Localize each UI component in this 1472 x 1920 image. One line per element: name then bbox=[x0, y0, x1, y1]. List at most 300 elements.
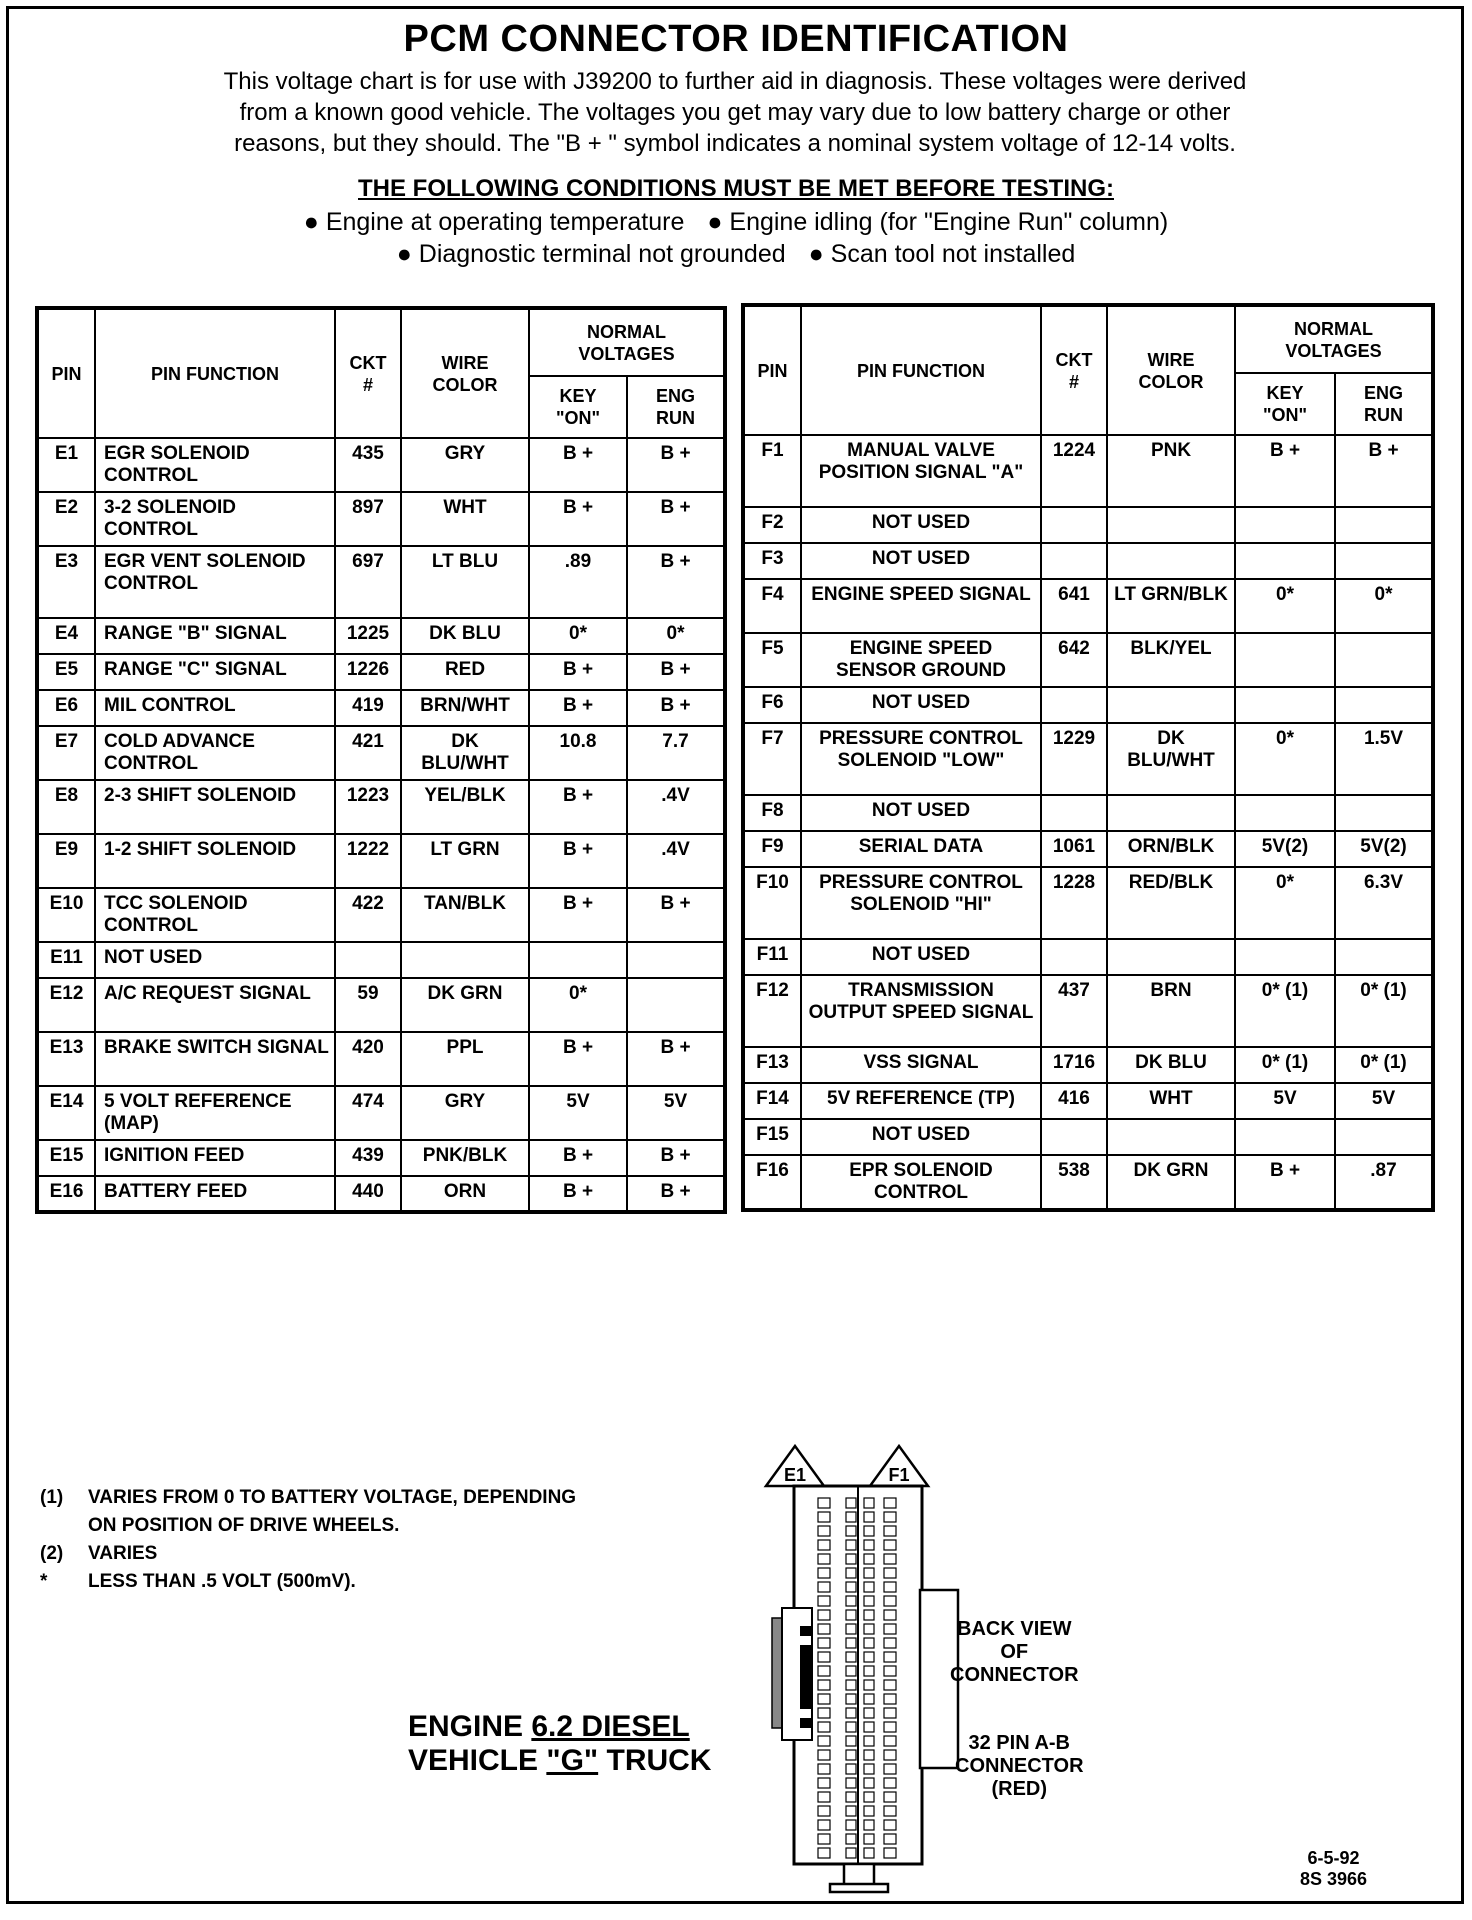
ckt-cell: 1223 bbox=[335, 780, 401, 834]
pin-cavity bbox=[846, 1526, 856, 1536]
key-on-voltage-cell: 5V bbox=[1235, 1083, 1335, 1119]
key-on-voltage-cell: 0* bbox=[1235, 723, 1335, 795]
eng-run-voltage-cell bbox=[1335, 687, 1433, 723]
pin-cell: F13 bbox=[743, 1047, 801, 1083]
pin-cavity bbox=[864, 1722, 874, 1732]
header-key-on: KEY "ON" bbox=[1235, 373, 1335, 435]
pin-cavity bbox=[818, 1666, 830, 1676]
pin-function-cell: NOT USED bbox=[801, 939, 1041, 975]
pin-cavity bbox=[864, 1750, 874, 1760]
ckt-cell: 419 bbox=[335, 690, 401, 726]
pin-cavity bbox=[818, 1848, 830, 1858]
eng-run-voltage-cell bbox=[1335, 795, 1433, 831]
table-row bbox=[37, 438, 725, 492]
wire-color-cell: RED bbox=[401, 654, 529, 690]
pin-cavity bbox=[864, 1680, 874, 1690]
key-on-voltage-cell: B + bbox=[529, 834, 627, 888]
eng-run-voltage-cell: B + bbox=[627, 654, 725, 690]
pin-cell: E13 bbox=[37, 1032, 95, 1086]
key-on-voltage-cell: .89 bbox=[529, 546, 627, 618]
pin-cell: E11 bbox=[37, 942, 95, 978]
eng-run-voltage-cell: B + bbox=[627, 438, 725, 492]
pin-cavity bbox=[864, 1582, 874, 1592]
table-row bbox=[37, 654, 725, 690]
pin-cavity bbox=[818, 1736, 830, 1746]
wire-color-cell: WHT bbox=[401, 492, 529, 546]
pin-cell: F14 bbox=[743, 1083, 801, 1119]
key-on-voltage-cell: B + bbox=[529, 1140, 627, 1176]
key-on-voltage-cell bbox=[529, 942, 627, 978]
pin-cavity bbox=[818, 1498, 830, 1508]
key-on-voltage-cell: B + bbox=[529, 492, 627, 546]
pin-function-cell: 2-3 SHIFT SOLENOID bbox=[95, 780, 335, 834]
key-on-voltage-cell: B + bbox=[529, 1032, 627, 1086]
wire-color-cell: PNK bbox=[1107, 435, 1235, 507]
eng-run-voltage-cell: B + bbox=[627, 690, 725, 726]
wire-color-cell bbox=[1107, 507, 1235, 543]
key-on-voltage-cell: B + bbox=[529, 690, 627, 726]
pin-cavity bbox=[884, 1736, 896, 1746]
pin-cell: F3 bbox=[743, 543, 801, 579]
pin-cavity bbox=[818, 1512, 830, 1522]
pin-cavity bbox=[846, 1596, 856, 1606]
pin-cavity bbox=[864, 1624, 874, 1634]
pin-cavity bbox=[864, 1708, 874, 1718]
wire-color-cell bbox=[1107, 543, 1235, 579]
pin-function-cell: ENGINE SPEED SIGNAL bbox=[801, 579, 1041, 633]
pin-cavity bbox=[864, 1792, 874, 1802]
wire-color-cell bbox=[1107, 687, 1235, 723]
wire-color-cell: GRY bbox=[401, 438, 529, 492]
eng-run-voltage-cell: 5V(2) bbox=[1335, 831, 1433, 867]
pin-cavity bbox=[818, 1624, 830, 1634]
table-row bbox=[743, 1047, 1433, 1083]
wire-color-cell: ORN bbox=[401, 1176, 529, 1212]
pin-cavity bbox=[846, 1610, 856, 1620]
wire-color-cell bbox=[1107, 939, 1235, 975]
ckt-cell: 435 bbox=[335, 438, 401, 492]
ckt-cell: 437 bbox=[1041, 975, 1107, 1047]
table-row bbox=[743, 435, 1433, 507]
pin-cavity bbox=[818, 1638, 830, 1648]
table-row bbox=[743, 795, 1433, 831]
pin-cavity bbox=[884, 1666, 896, 1676]
pin-cavity bbox=[884, 1652, 896, 1662]
pin-cell: E14 bbox=[37, 1086, 95, 1140]
pin-cavity bbox=[846, 1792, 856, 1802]
key-on-voltage-cell: B + bbox=[529, 438, 627, 492]
pin-cavity bbox=[864, 1568, 874, 1578]
pin-cell: F10 bbox=[743, 867, 801, 939]
table-row bbox=[743, 579, 1433, 633]
key-on-voltage-cell: 5V(2) bbox=[1235, 831, 1335, 867]
key-on-voltage-cell bbox=[1235, 633, 1335, 687]
pin-function-cell: EGR VENT SOLENOID CONTROL bbox=[95, 546, 335, 618]
wire-color-cell: LT GRN bbox=[401, 834, 529, 888]
wire-color-cell: BLK/YEL bbox=[1107, 633, 1235, 687]
wire-color-cell: GRY bbox=[401, 1086, 529, 1140]
header-key-on: KEY "ON" bbox=[529, 376, 627, 438]
pin-cavity bbox=[864, 1638, 874, 1648]
key-on-voltage-cell bbox=[1235, 687, 1335, 723]
pin-cavity bbox=[846, 1624, 856, 1634]
pin-cavity bbox=[846, 1820, 856, 1830]
page-title: PCM CONNECTOR IDENTIFICATION bbox=[403, 18, 1069, 60]
eng-run-voltage-cell bbox=[1335, 507, 1433, 543]
ckt-cell: 1225 bbox=[335, 618, 401, 654]
key-on-voltage-cell bbox=[1235, 939, 1335, 975]
pin-cavity bbox=[864, 1820, 874, 1830]
pin-cavity bbox=[884, 1778, 896, 1788]
pin-cavity bbox=[846, 1666, 856, 1676]
pin-cavity bbox=[884, 1512, 896, 1522]
pin-cavity bbox=[864, 1666, 874, 1676]
key-on-voltage-cell: 0* bbox=[529, 618, 627, 654]
pin-cell: E6 bbox=[37, 690, 95, 726]
ckt-cell: 697 bbox=[335, 546, 401, 618]
eng-run-voltage-cell: 1.5V bbox=[1335, 723, 1433, 795]
eng-run-voltage-cell bbox=[627, 978, 725, 1032]
pin-function-cell: IGNITION FEED bbox=[95, 1140, 335, 1176]
intro-line: This voltage chart is for use with J39200 to further aid in diagnosis. These voltages were derived bbox=[223, 68, 1247, 95]
pin-cell: E8 bbox=[37, 780, 95, 834]
pin-cavity bbox=[846, 1652, 856, 1662]
eng-run-voltage-cell: B + bbox=[627, 1032, 725, 1086]
intro-line: reasons, but they should. The "B + " symbol indicates a nominal system voltage of 12-14 volts. bbox=[234, 130, 1236, 157]
pin-function-cell: PRESSURE CONTROL SOLENOID "HI" bbox=[801, 867, 1041, 939]
pin-function-cell: RANGE "C" SIGNAL bbox=[95, 654, 335, 690]
pin-cavity bbox=[884, 1834, 896, 1844]
pin-cavity bbox=[884, 1680, 896, 1690]
header-normal-voltages: NORMAL VOLTAGES bbox=[1235, 305, 1433, 373]
pin-cavity bbox=[884, 1722, 896, 1732]
pin-cavity bbox=[846, 1834, 856, 1844]
key-on-voltage-cell: 0* bbox=[1235, 579, 1335, 633]
pin-function-cell: NOT USED bbox=[801, 507, 1041, 543]
pin-cell: E4 bbox=[37, 618, 95, 654]
ckt-cell: 421 bbox=[335, 726, 401, 780]
eng-run-voltage-cell bbox=[1335, 543, 1433, 579]
pin-cavity bbox=[864, 1834, 874, 1844]
condition-item: Engine idling (for "Engine Run" column) bbox=[729, 208, 1169, 236]
ckt-cell: 1222 bbox=[335, 834, 401, 888]
conditions-line-2: ● Diagnostic terminal not grounded ● Scan tool not installed bbox=[396, 240, 1076, 268]
connector-diagram bbox=[760, 1440, 960, 1900]
note-marker: (1) bbox=[40, 1487, 64, 1508]
date-code: 6-5-92 8S 3966 bbox=[1300, 1848, 1368, 1889]
pin-cavity bbox=[846, 1582, 856, 1592]
pin-function-cell: BATTERY FEED bbox=[95, 1176, 335, 1212]
wire-color-cell: BRN/WHT bbox=[401, 690, 529, 726]
pin-cell: F6 bbox=[743, 687, 801, 723]
pin-cavity bbox=[846, 1708, 856, 1718]
eng-run-voltage-cell: 0* bbox=[1335, 579, 1433, 633]
pin-cavity bbox=[884, 1792, 896, 1802]
pin-cell: E15 bbox=[37, 1140, 95, 1176]
pin-cavity bbox=[864, 1652, 874, 1662]
key-on-voltage-cell: 0* bbox=[529, 978, 627, 1032]
ckt-cell bbox=[1041, 939, 1107, 975]
pin-function-cell: EPR SOLENOID CONTROL bbox=[801, 1155, 1041, 1210]
pin-cell: E2 bbox=[37, 492, 95, 546]
pin-cavity bbox=[818, 1778, 830, 1788]
pin-cavity bbox=[846, 1568, 856, 1578]
pin-cavity bbox=[846, 1806, 856, 1816]
ckt-cell bbox=[1041, 795, 1107, 831]
pin-function-cell: BRAKE SWITCH SIGNAL bbox=[95, 1032, 335, 1086]
ckt-cell: 1061 bbox=[1041, 831, 1107, 867]
table-row bbox=[743, 633, 1433, 687]
eng-run-voltage-cell: 7.7 bbox=[627, 726, 725, 780]
eng-run-voltage-cell: 5V bbox=[627, 1086, 725, 1140]
pin-function-cell: 3-2 SOLENOID CONTROL bbox=[95, 492, 335, 546]
wire-color-cell: WHT bbox=[1107, 1083, 1235, 1119]
pin-cavity bbox=[884, 1554, 896, 1564]
eng-run-voltage-cell: 6.3V bbox=[1335, 867, 1433, 939]
key-on-voltage-cell: B + bbox=[529, 888, 627, 942]
table-row bbox=[743, 939, 1433, 975]
pin-function-cell: COLD ADVANCE CONTROL bbox=[95, 726, 335, 780]
pin-cavity bbox=[884, 1764, 896, 1774]
pin-cell: F9 bbox=[743, 831, 801, 867]
pin-function-cell: MANUAL VALVE POSITION SIGNAL "A" bbox=[801, 435, 1041, 507]
connector-pin-info: 32 PIN A-B CONNECTOR (RED) bbox=[955, 1732, 1084, 1800]
ckt-cell: 642 bbox=[1041, 633, 1107, 687]
table-row bbox=[37, 780, 725, 834]
key-on-voltage-cell: 0* bbox=[1235, 867, 1335, 939]
pin-function-cell: NOT USED bbox=[801, 687, 1041, 723]
ckt-cell: 1226 bbox=[335, 654, 401, 690]
pin-function-cell: NOT USED bbox=[801, 543, 1041, 579]
wire-color-cell: PPL bbox=[401, 1032, 529, 1086]
header-normal-voltages: NORMAL VOLTAGES bbox=[529, 308, 725, 376]
header-ckt: CKT # bbox=[1041, 305, 1107, 435]
eng-run-voltage-cell bbox=[1335, 633, 1433, 687]
pin-cavity bbox=[818, 1610, 830, 1620]
pin-cell: E9 bbox=[37, 834, 95, 888]
pin-function-cell: EGR SOLENOID CONTROL bbox=[95, 438, 335, 492]
pin-cavity bbox=[864, 1736, 874, 1746]
table-row bbox=[743, 723, 1433, 795]
key-on-voltage-cell: 10.8 bbox=[529, 726, 627, 780]
eng-run-voltage-cell bbox=[1335, 939, 1433, 975]
pin-cavity bbox=[818, 1540, 830, 1550]
wire-color-cell: DK BLU bbox=[1107, 1047, 1235, 1083]
wire-color-cell: DK BLU/WHT bbox=[1107, 723, 1235, 795]
pin-function-cell: SERIAL DATA bbox=[801, 831, 1041, 867]
wire-color-cell: LT BLU bbox=[401, 546, 529, 618]
note-text: ON POSITION OF DRIVE WHEELS. bbox=[88, 1515, 400, 1536]
condition-item: Engine at operating temperature bbox=[325, 208, 685, 236]
wire-color-cell: DK GRN bbox=[1107, 1155, 1235, 1210]
table-row bbox=[37, 546, 725, 618]
wire-color-cell: DK BLU/WHT bbox=[401, 726, 529, 780]
key-on-voltage-cell bbox=[1235, 507, 1335, 543]
ckt-cell: 422 bbox=[335, 888, 401, 942]
wire-color-cell: RED/BLK bbox=[1107, 867, 1235, 939]
key-on-voltage-cell: B + bbox=[1235, 435, 1335, 507]
table-row bbox=[743, 507, 1433, 543]
key-on-voltage-cell bbox=[1235, 543, 1335, 579]
note-marker bbox=[40, 1512, 88, 1540]
note-text: VARIES bbox=[88, 1543, 158, 1564]
condition-item: Scan tool not installed bbox=[830, 240, 1076, 268]
ckt-cell: 641 bbox=[1041, 579, 1107, 633]
eng-run-voltage-cell: B + bbox=[627, 1140, 725, 1176]
header-wire-color: WIRE COLOR bbox=[401, 308, 529, 438]
e1-marker-label: E1 bbox=[783, 1465, 807, 1485]
pin-cell: E3 bbox=[37, 546, 95, 618]
key-on-voltage-cell: B + bbox=[529, 780, 627, 834]
pin-cavity bbox=[884, 1806, 896, 1816]
eng-run-voltage-cell bbox=[627, 942, 725, 978]
eng-run-voltage-cell: .87 bbox=[1335, 1155, 1433, 1210]
wire-color-cell bbox=[401, 942, 529, 978]
pin-cavity bbox=[818, 1694, 830, 1704]
key-on-voltage-cell: B + bbox=[1235, 1155, 1335, 1210]
pin-cavity bbox=[864, 1512, 874, 1522]
header-wire-color: WIRE COLOR bbox=[1107, 305, 1235, 435]
eng-run-voltage-cell: B + bbox=[627, 492, 725, 546]
ckt-cell: 1228 bbox=[1041, 867, 1107, 939]
intro-text bbox=[60, 66, 1410, 159]
pin-cavity bbox=[864, 1694, 874, 1704]
pin-cavity bbox=[884, 1848, 896, 1858]
key-on-voltage-cell: 5V bbox=[529, 1086, 627, 1140]
pin-function-cell: 5 VOLT REFERENCE (MAP) bbox=[95, 1086, 335, 1140]
pin-cavity bbox=[864, 1778, 874, 1788]
wire-color-cell: PNK/BLK bbox=[401, 1140, 529, 1176]
ckt-cell bbox=[1041, 543, 1107, 579]
pin-cavity bbox=[846, 1554, 856, 1564]
pin-cell: F16 bbox=[743, 1155, 801, 1210]
pin-cavity bbox=[846, 1498, 856, 1508]
pin-cavity bbox=[884, 1708, 896, 1718]
ckt-cell: 416 bbox=[1041, 1083, 1107, 1119]
pin-function-cell: 5V REFERENCE (TP) bbox=[801, 1083, 1041, 1119]
header-eng-run: ENG RUN bbox=[1335, 373, 1433, 435]
table-row bbox=[743, 1119, 1433, 1155]
pin-cavity bbox=[864, 1806, 874, 1816]
header-pin-function: PIN FUNCTION bbox=[801, 305, 1041, 435]
pin-cavity bbox=[884, 1694, 896, 1704]
pin-function-cell: A/C REQUEST SIGNAL bbox=[95, 978, 335, 1032]
pin-cavity bbox=[864, 1596, 874, 1606]
table-row bbox=[37, 1032, 725, 1086]
key-on-voltage-cell: 0* (1) bbox=[1235, 1047, 1335, 1083]
pin-cavity bbox=[864, 1498, 874, 1508]
pin-function-cell: ENGINE SPEED SENSOR GROUND bbox=[801, 633, 1041, 687]
condition-item: Diagnostic terminal not grounded bbox=[418, 240, 786, 268]
intro-line: from a known good vehicle. The voltages you get may vary due to low battery charge or other bbox=[239, 99, 1231, 126]
header-pin: PIN bbox=[37, 308, 95, 438]
pin-cavity bbox=[884, 1582, 896, 1592]
ckt-cell: 440 bbox=[335, 1176, 401, 1212]
table-row bbox=[37, 492, 725, 546]
table-row bbox=[743, 543, 1433, 579]
wire-color-cell: LT GRN/BLK bbox=[1107, 579, 1235, 633]
table-row bbox=[37, 942, 725, 978]
conditions-heading: THE FOLLOWING CONDITIONS MUST BE MET BEFORE TESTING: bbox=[358, 175, 1114, 202]
ckt-cell: 897 bbox=[335, 492, 401, 546]
eng-run-voltage-cell: B + bbox=[627, 888, 725, 942]
pin-cavity bbox=[864, 1540, 874, 1550]
key-on-voltage-cell: 0* (1) bbox=[1235, 975, 1335, 1047]
table-row bbox=[37, 1140, 725, 1176]
pcm-table-e bbox=[35, 306, 727, 1214]
engine-label: ENGINE 6.2 DIESEL VEHICLE "G" TRUCK bbox=[408, 1710, 712, 1777]
table-row bbox=[37, 690, 725, 726]
table-row bbox=[37, 978, 725, 1032]
header-pin: PIN bbox=[743, 305, 801, 435]
pin-cavity bbox=[818, 1554, 830, 1564]
pin-cell: F2 bbox=[743, 507, 801, 543]
pin-cell: F15 bbox=[743, 1119, 801, 1155]
pin-cavity bbox=[864, 1848, 874, 1858]
table-row bbox=[743, 1155, 1433, 1210]
wire-color-cell: DK GRN bbox=[401, 978, 529, 1032]
ckt-cell bbox=[1041, 687, 1107, 723]
note-marker: * bbox=[40, 1571, 48, 1592]
pin-cavity bbox=[818, 1708, 830, 1718]
header-eng-run: ENG RUN bbox=[627, 376, 725, 438]
footnotes bbox=[40, 1484, 576, 1596]
wire-color-cell: TAN/BLK bbox=[401, 888, 529, 942]
eng-run-voltage-cell: B + bbox=[627, 1176, 725, 1212]
pin-cell: F12 bbox=[743, 975, 801, 1047]
pin-cavity bbox=[864, 1610, 874, 1620]
pin-cavity bbox=[884, 1540, 896, 1550]
pin-cavity bbox=[884, 1638, 896, 1648]
pin-cavity bbox=[818, 1582, 830, 1592]
eng-run-voltage-cell: 0* (1) bbox=[1335, 1047, 1433, 1083]
pin-cavity bbox=[818, 1820, 830, 1830]
eng-run-voltage-cell: B + bbox=[1335, 435, 1433, 507]
pin-cavity bbox=[884, 1624, 896, 1634]
pin-function-cell: PRESSURE CONTROL SOLENOID "LOW" bbox=[801, 723, 1041, 795]
pin-cavity bbox=[846, 1848, 856, 1858]
pin-cavity bbox=[846, 1680, 856, 1690]
pin-cell: E10 bbox=[37, 888, 95, 942]
pin-function-cell: RANGE "B" SIGNAL bbox=[95, 618, 335, 654]
pin-cavity bbox=[818, 1764, 830, 1774]
header-pin-function: PIN FUNCTION bbox=[95, 308, 335, 438]
table-row bbox=[743, 975, 1433, 1047]
ckt-cell: 1716 bbox=[1041, 1047, 1107, 1083]
pin-cell: F5 bbox=[743, 633, 801, 687]
pin-cavity bbox=[846, 1750, 856, 1760]
pin-cavity bbox=[884, 1750, 896, 1760]
eng-run-voltage-cell: 0* (1) bbox=[1335, 975, 1433, 1047]
pin-function-cell: TRANSMISSION OUTPUT SPEED SIGNAL bbox=[801, 975, 1041, 1047]
ckt-cell: 1224 bbox=[1041, 435, 1107, 507]
pin-cavity bbox=[884, 1526, 896, 1536]
ckt-cell: 439 bbox=[335, 1140, 401, 1176]
pin-cavity bbox=[818, 1792, 830, 1802]
eng-run-voltage-cell: 5V bbox=[1335, 1083, 1433, 1119]
eng-run-voltage-cell: .4V bbox=[627, 834, 725, 888]
table-row bbox=[743, 687, 1433, 723]
key-on-voltage-cell bbox=[1235, 1119, 1335, 1155]
ckt-cell: 538 bbox=[1041, 1155, 1107, 1210]
note-text: LESS THAN .5 VOLT (500mV). bbox=[88, 1571, 356, 1592]
pin-cavity bbox=[884, 1498, 896, 1508]
wire-color-cell: YEL/BLK bbox=[401, 780, 529, 834]
pin-cavity bbox=[864, 1526, 874, 1536]
pin-cavity bbox=[818, 1750, 830, 1760]
pin-cavity bbox=[846, 1638, 856, 1648]
pin-function-cell: NOT USED bbox=[801, 1119, 1041, 1155]
